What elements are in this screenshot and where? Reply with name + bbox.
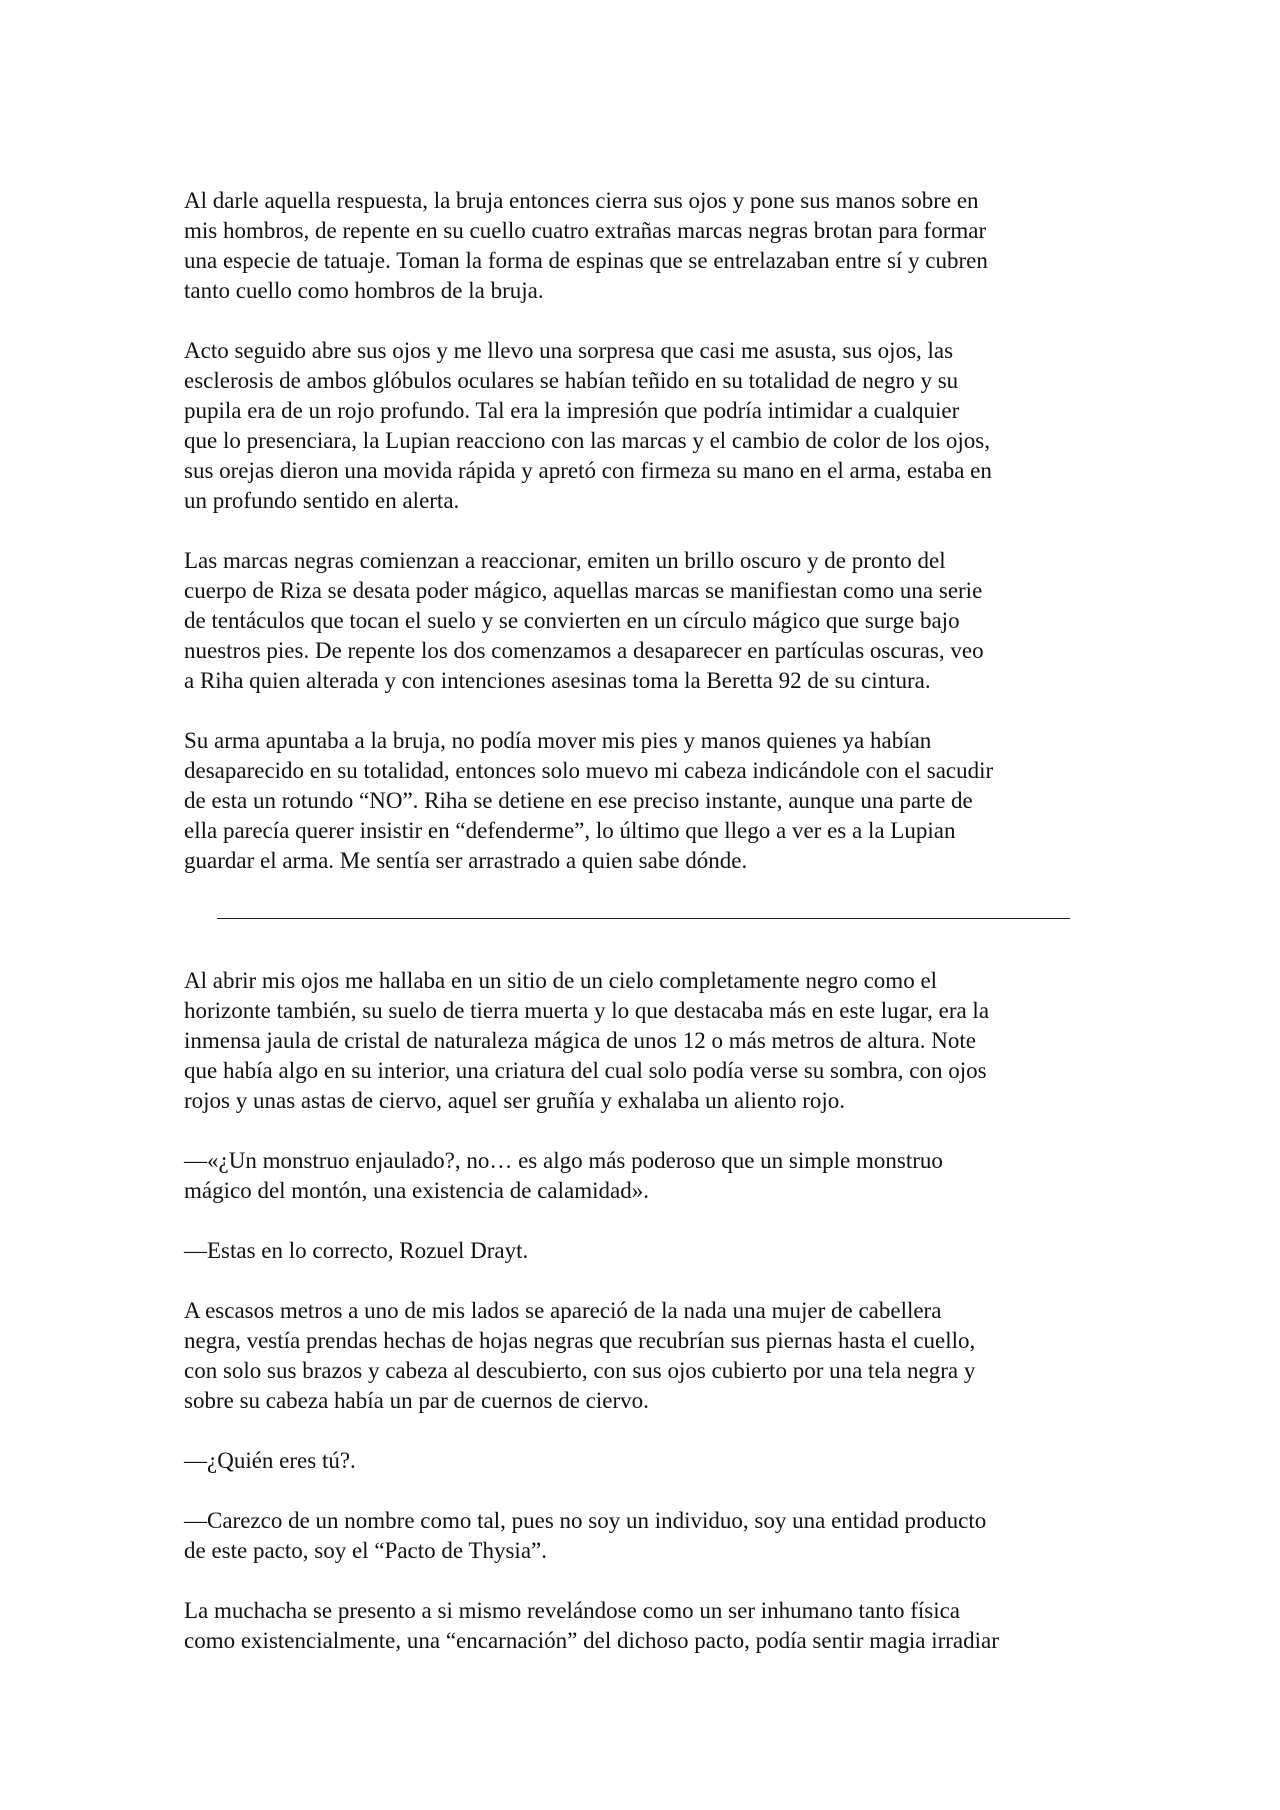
document-body [184, 186, 1104, 1656]
paragraph: Al darle aquella respuesta, la bruja entonces cierra sus ojos y pone sus manos sobre en mis hombros, de repente en su cuello cuatro extrañas marcas negras brotan para formar una especie de tatuaje. Toman la forma de espinas que se entrelazaban entre sí y cubren tanto cuello como hombros de la bruja. [184, 188, 988, 303]
dialogue-line: —¿Quién eres tú?. [184, 1448, 356, 1473]
paragraph: Las marcas negras comienzan a reaccionar, emiten un brillo oscuro y de pronto del cuerpo de Riza se desata poder mágico, aquellas marcas se manifiestan como una serie de tentáculos que tocan el suelo y se convierten en un círculo mágico que surge bajo nuestros pies. De repente los dos comenzamos a desaparecer en partículas oscuras, veo a Riha quien alterada y con intenciones asesinas toma la Beretta 92 de su cintura. [184, 548, 984, 693]
paragraph: Acto seguido abre sus ojos y me llevo una sorpresa que casi me asusta, sus ojos, las esclerosis de ambos glóbulos oculares se habían teñido en su totalidad de negro y su pupila era de un rojo profundo. Tal era la impresión que podría intimidar a cualquier que lo presenciara, la Lupian reacciono con las marcas y el cambio de color de los ojos, sus orejas dieron una movida rápida y apretó con firmeza su mano en el arma, estaba en un profundo sentido en alerta. [184, 338, 992, 513]
dialogue-line: —Estas en lo correcto, Rozuel Drayt. [184, 1238, 529, 1263]
dialogue-line: —«¿Un monstruo enjaulado?, no… es algo más poderoso que un simple monstruo mágico del montón, una existencia de calamidad». [184, 1148, 943, 1203]
section-divider [217, 918, 1070, 919]
paragraph: La muchacha se presento a si mismo revelándose como un ser inhumano tanto física como existencialmente, una “encarnación” del dichoso pacto, podía sentir magia irradiar [184, 1598, 999, 1653]
dialogue-line: —Carezco de un nombre como tal, pues no soy un individuo, soy una entidad producto de este pacto, soy el “Pacto de Thysia”. [184, 1508, 987, 1563]
paragraph: Su arma apuntaba a la bruja, no podía mover mis pies y manos quienes ya habían desaparecido en su totalidad, entonces solo muevo mi cabeza indicándole con el sacudir de esta un rotundo “NO”. Riha se detiene en ese preciso instante, aunque una parte de ella parecía querer insistir en “defenderme”, lo último que llego a ver es a la Lupian guardar el arma. Me sentía ser arrastrado a quien sabe dónde. [184, 728, 994, 873]
paragraph: Al abrir mis ojos me hallaba en un sitio de un cielo completamente negro como el horizonte también, su suelo de tierra muerta y lo que destacaba más en este lugar, era la inmensa jaula de cristal de naturaleza mágica de unos 12 o más metros de altura. Note que había algo en su interior, una criatura del cual solo podía verse su sombra, con ojos rojos y unas astas de ciervo, aquel ser gruñía y exhalaba un aliento rojo. [184, 968, 990, 1113]
paragraph: A escasos metros a uno de mis lados se apareció de la nada una mujer de cabellera negra, vestía prendas hechas de hojas negras que recubrían sus piernas hasta el cuello, con solo sus brazos y cabeza al descubierto, con sus ojos cubierto por una tela negra y sobre su cabeza había un par de cuernos de ciervo. [184, 1298, 976, 1413]
scene-break [184, 876, 1104, 966]
